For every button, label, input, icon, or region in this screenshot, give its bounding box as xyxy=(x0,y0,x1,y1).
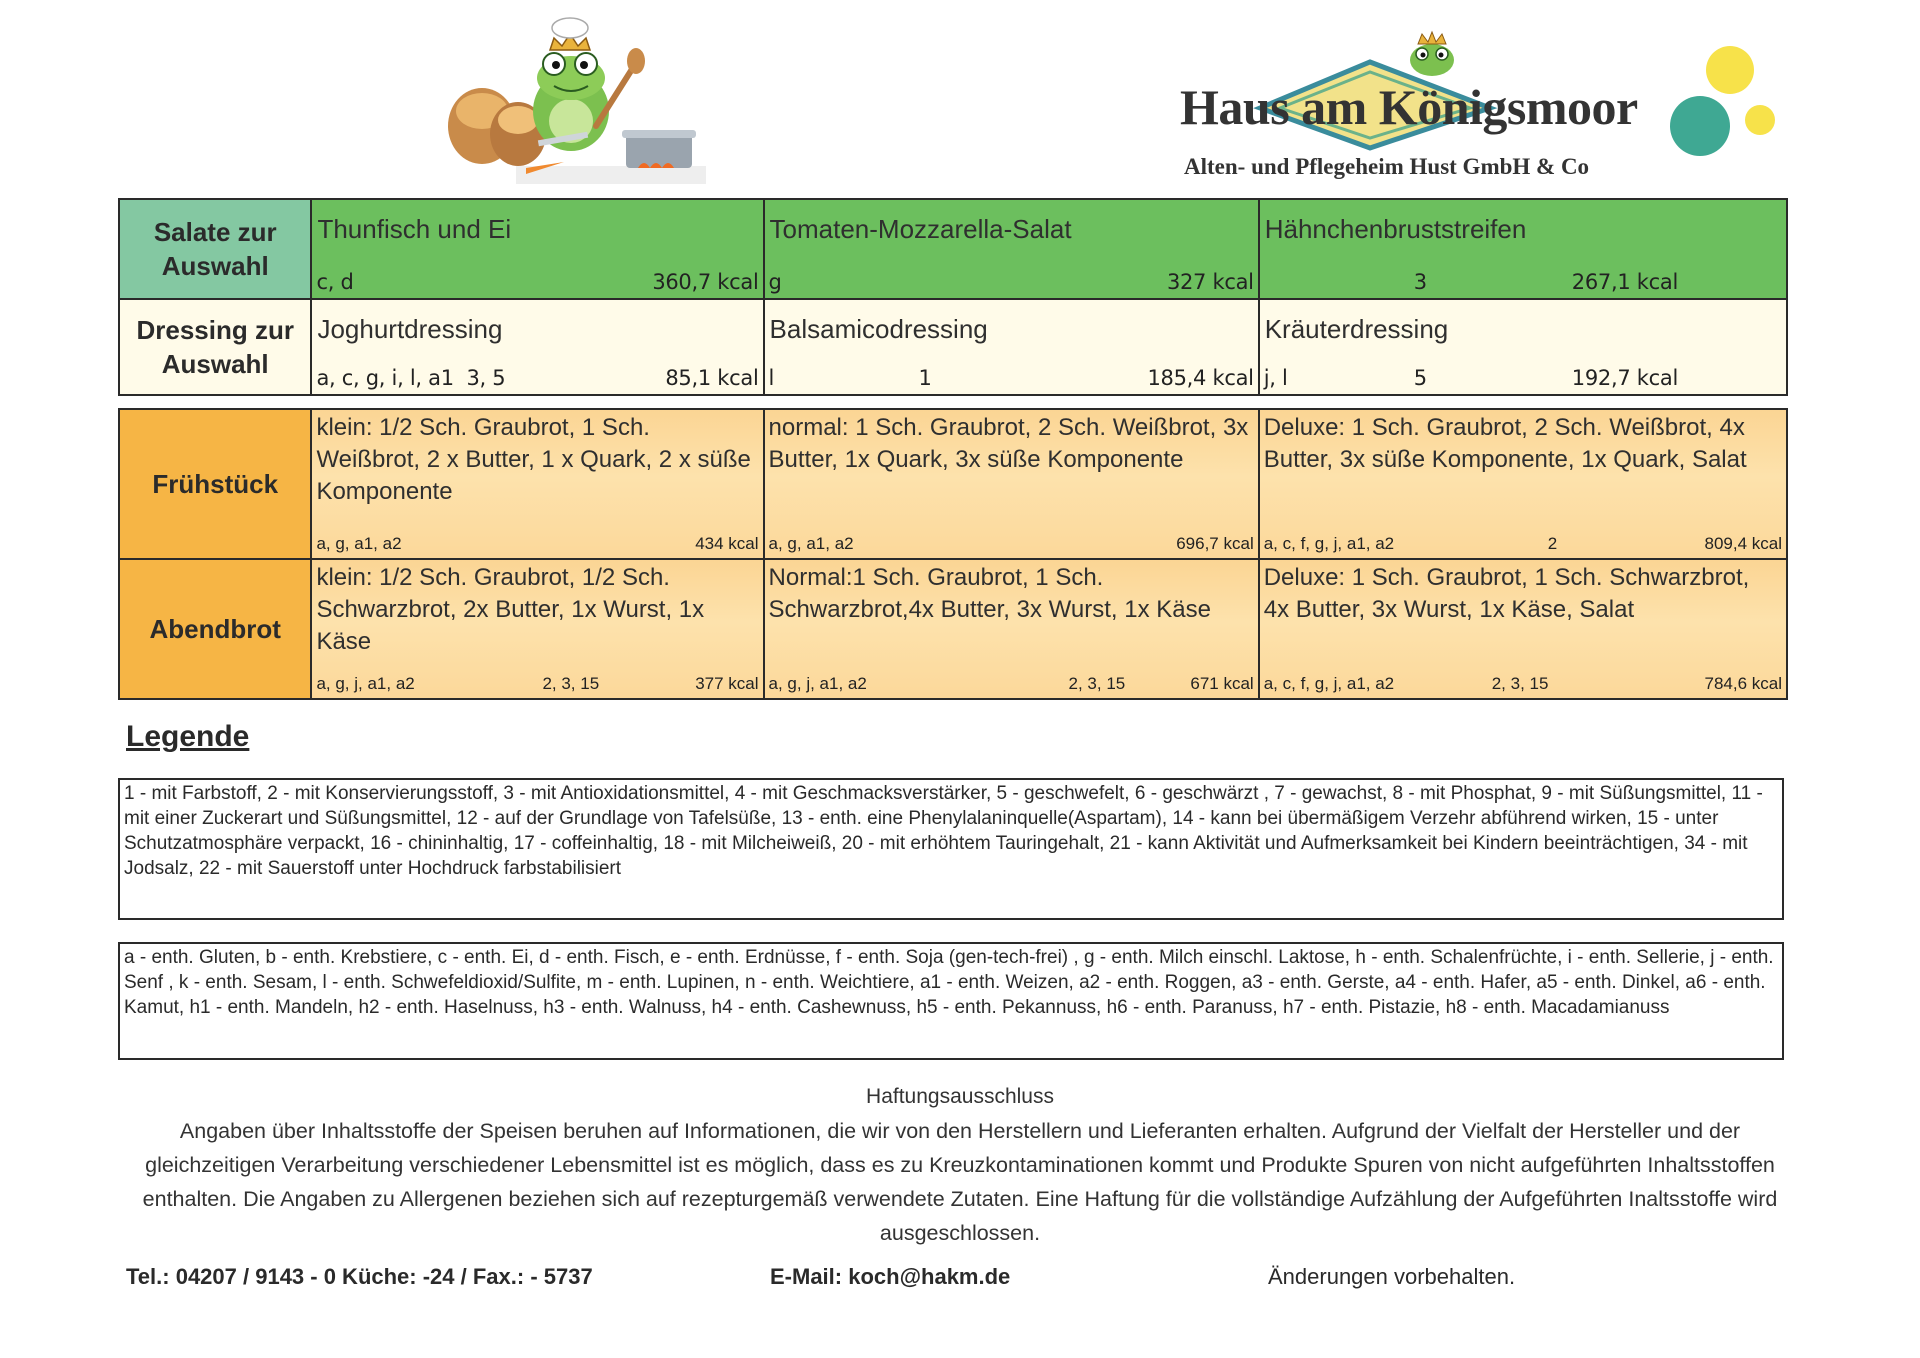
dressing-additives: 5 xyxy=(1413,366,1427,390)
breakfast-kcal: 809,4 kcal xyxy=(1704,534,1782,553)
breakfast-kcal: 696,7 kcal xyxy=(1176,534,1254,553)
breakfast-desc: normal: 1 Sch. Graubrot, 2 Sch. Weißbrot, 3x Butter, 1x Quark, 3x süße Komponente xyxy=(768,414,1249,473)
salad-name: Thunfisch und Ei xyxy=(317,214,512,244)
brand-logo xyxy=(1170,30,1790,190)
dressing-allergens: j, l xyxy=(1263,366,1288,390)
breakfast-desc: klein: 1/2 Sch. Graubrot, 1 Sch. Weißbrot, 2 x Butter, 1 x Quark, 2 x süße Komponente xyxy=(316,414,751,505)
dressing-header-line1: Dressing zur xyxy=(136,315,294,345)
dressing-kcal: 185,4 kcal xyxy=(1147,366,1254,390)
dressing-kcal: 85,1 kcal xyxy=(665,366,759,390)
dinner-kcal: 671 kcal xyxy=(1190,674,1254,693)
dinner-desc: Normal:1 Sch. Graubrot, 1 Sch. Schwarzbrot,4x Butter, 3x Wurst, 1x Käse xyxy=(768,564,1211,623)
dinner-kcal: 784,6 kcal xyxy=(1704,674,1782,693)
salad-header-line1: Salate zur xyxy=(153,217,277,247)
breakfast-additives: 2 xyxy=(1547,534,1558,553)
dinner-additives: 2, 3, 15 xyxy=(1491,674,1549,693)
dressing-additives: 1 xyxy=(918,366,932,390)
footer-email: E-Mail: koch@hakm.de xyxy=(770,1264,1011,1289)
dinner-additives: 2, 3, 15 xyxy=(1068,674,1126,693)
salad-additives: 3 xyxy=(1413,270,1427,294)
dinner-desc: Deluxe: 1 Sch. Graubrot, 1 Sch. Schwarzbrot, 4x Butter, 3x Wurst, 1x Käse, Salat xyxy=(1263,564,1750,623)
salad-dressing-table xyxy=(118,198,1788,396)
breakfast-allergens: a, c, f, g, j, a1, a2 xyxy=(1263,534,1395,553)
dinner-row-header xyxy=(119,559,311,699)
disclaimer-title: Haftungsausschluss xyxy=(866,1085,1054,1108)
salad-kcal: 360,7 kcal xyxy=(652,270,759,294)
dressing-cell xyxy=(311,299,763,395)
dressing-allergens: l xyxy=(768,366,775,390)
salad-kcal: 327 kcal xyxy=(1166,270,1254,294)
brand-subtitle: Alten- und Pflegeheim Hust GmbH & Co xyxy=(1184,154,1590,179)
dinner-cell xyxy=(311,559,763,699)
legend-additives-box: 1 - mit Farbstoff, 2 - mit Konservierungsstoff, 3 - mit Antioxidationsmittel, 4 - mit Geschmacksverstärker, 5 - geschwefelt, 6 - geschwärzt , 7 - gewachst, 8 - mit Phosphat, 9 - mit Süßungsmittel, 11 - mit einer Zuckerart und Süßungsmittel, 12 - auf der Grundlage von Tafelsüße, 13 - enth. eine Phenylalaninquelle(Aspartam), 14 - kann bei übermäßigem Verzehr abführend wirken, 15 - unter Schutzatmosphäre verpackt, 16 - chininhaltig, 17 - coffeinhaltig, 18 - mit Milcheiweiß, 20 - mit erhöhtem Tauringehalt, 21 - kann Aktivität und Aufmerksamkeit bei Kindern beeinträchtigen, 34 - mit Jodsalz, 22 - mit Sauerstoff unter Hochdruck farbstabilisiert xyxy=(118,778,1784,920)
dressing-name: Kräuterdressing xyxy=(1264,314,1449,344)
dressing-name: Balsamicodressing xyxy=(769,314,988,344)
dressing-cell xyxy=(1259,299,1787,395)
footer-note: Änderungen vorbehalten. xyxy=(1268,1264,1516,1289)
dressing-additives: 3, 5 xyxy=(466,366,506,390)
salad-cell xyxy=(311,199,763,299)
dressing-kcal: 192,7 kcal xyxy=(1571,366,1678,390)
breakfast-desc: Deluxe: 1 Sch. Graubrot, 2 Sch. Weißbrot, 4x Butter, 3x süße Komponente, 1x Quark, Salat xyxy=(1263,414,1747,473)
brand-name: Haus am Königsmoor xyxy=(1180,79,1638,135)
legend-title: Legende xyxy=(126,720,250,753)
dinner-additives: 2, 3, 15 xyxy=(542,674,600,693)
dinner-allergens: a, g, j, a1, a2 xyxy=(768,674,867,693)
dinner-desc: klein: 1/2 Sch. Graubrot, 1/2 Sch. Schwarzbrot, 2x Butter, 1x Wurst, 1x Käse xyxy=(316,564,705,655)
salad-row xyxy=(119,199,1787,299)
dinner-allergens: a, c, f, g, j, a1, a2 xyxy=(1263,674,1395,693)
disclaimer-text: Angaben über Inhaltsstoffe der Speisen beruhen auf Informationen, die wir von den Herstellern und Lieferanten erhalten. Aufgrund der Vielfalt der Hersteller und der gleichzeitigen Verarbeitung verschiedener Lebensmittel ist es möglich, dass es zu Kreuzkontaminationen kommt und Produkte Spuren von nicht aufgeführten Inhaltsstoffen enthalten. Die Angaben zu Allergenen beziehen sich auf rezepturgemäß verwendete Zutaten. Eine Haftung für die vollständige Aufzählung der Aufgeführten Inaltsstoffe wird ausgeschlossen. xyxy=(142,1119,1778,1245)
breakfast-allergens: a, g, a1, a2 xyxy=(768,534,854,553)
salad-allergens: g xyxy=(768,270,782,294)
breakfast-cell xyxy=(1259,409,1787,559)
salad-row-header xyxy=(119,199,311,299)
legend-allergens-box: a - enth. Gluten, b - enth. Krebstiere, c - enth. Ei, d - enth. Fisch, e - enth. Erdnüsse, f - enth. Soja (gen-tech-frei) , g - enth. Milch einschl. Laktose, h - enth. Schalenfrüchte, i - enth. Sellerie, j - enth. Senf , k - enth. Sesam, l - enth. Schwefeldioxid/Sulfite, m - enth. Lupinen, n - enth. Weichtiere, a1 - enth. Weizen, a2 - enth. Roggen, a3 - enth. Gerste, a4 - enth. Hafer, a5 - enth. Dinkel, a6 - enth. Kamut, h1 - enth. Mandeln, h2 - enth. Haselnuss, h3 - enth. Walnuss, h4 - enth. Cashewnuss, h5 - enth. Pekannuss, h6 - enth. Paranuss, h7 - enth. Pistazie, h8 - enth. Macadamianuss xyxy=(118,942,1784,1060)
salad-header-line2: Auswahl xyxy=(161,251,269,281)
footer-contact: Tel.: 04207 / 9143 - 0 Küche: -24 / Fax.: - 5737 xyxy=(126,1264,593,1289)
dressing-row-header xyxy=(119,299,311,395)
dressing-name: Joghurtdressing xyxy=(317,314,503,344)
dinner-cell xyxy=(764,559,1259,699)
breakfast-row-header xyxy=(119,409,311,559)
dressing-header-line2: Auswahl xyxy=(161,349,269,379)
breakfast-row xyxy=(119,409,1787,559)
dinner-header: Abendbrot xyxy=(149,614,281,644)
dressing-allergens: a, c, g, i, l, a1 xyxy=(316,366,454,390)
breakfast-allergens: a, g, a1, a2 xyxy=(316,534,402,553)
dressing-row xyxy=(119,299,1787,395)
salad-allergens: c, d xyxy=(316,270,354,294)
breakfast-header: Frühstück xyxy=(152,469,279,499)
breakfast-cell xyxy=(311,409,763,559)
meals-table xyxy=(118,408,1788,700)
chef-frog-illustration xyxy=(446,16,706,194)
dinner-cell xyxy=(1259,559,1787,699)
dinner-allergens: a, g, j, a1, a2 xyxy=(316,674,415,693)
salad-name: Tomaten-Mozzarella-Salat xyxy=(769,214,1072,244)
salad-cell xyxy=(1259,199,1787,299)
salad-kcal: 267,1 kcal xyxy=(1571,270,1678,294)
breakfast-cell xyxy=(764,409,1259,559)
dinner-kcal: 377 kcal xyxy=(695,674,759,693)
salad-name: Hähnchenbruststreifen xyxy=(1264,214,1527,244)
dinner-row xyxy=(119,559,1787,699)
breakfast-kcal: 434 kcal xyxy=(695,534,759,553)
salad-cell xyxy=(764,199,1259,299)
dressing-cell xyxy=(764,299,1259,395)
